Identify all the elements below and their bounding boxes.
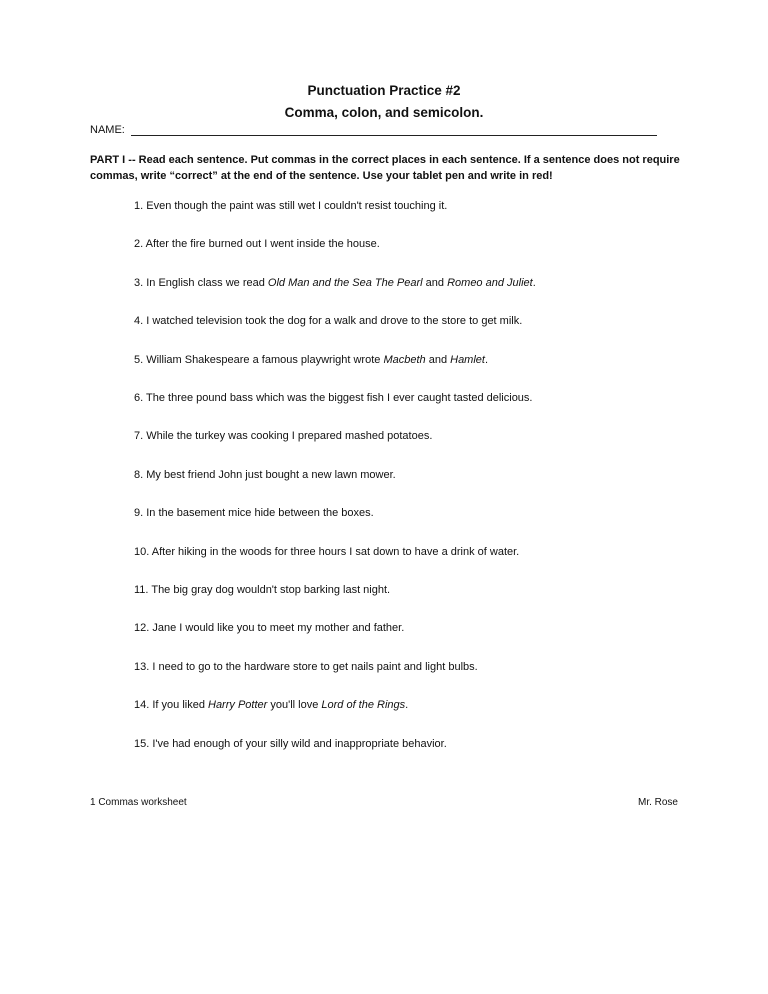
question-number: 12. <box>134 622 153 635</box>
question-text: I need to go to the hardware store to get nails paint and light bulbs. <box>152 660 478 673</box>
question-text: I watched television took the dog for a walk and drove to the store to get milk. <box>146 315 523 328</box>
question-text: After hiking in the woods for three hours I sat down to have a drink of water. <box>151 545 520 558</box>
question-number: 11. <box>134 584 152 596</box>
question-title-text: Romeo and Juliet <box>447 276 533 289</box>
question-number: 14. <box>134 699 153 712</box>
question-number: 7. <box>134 430 147 443</box>
question-number: 6. <box>134 392 147 404</box>
question-text: My best friend John just bought a new lawn mower. <box>146 468 396 481</box>
question-item <box>134 622 404 634</box>
question-text: you'll love <box>267 699 322 712</box>
question-item <box>134 469 396 481</box>
question-title-text: Harry Potter <box>208 699 268 712</box>
question-text: . <box>532 276 536 289</box>
question-number: 2. <box>134 238 146 251</box>
question-text: and <box>425 353 451 366</box>
question-item <box>134 507 374 519</box>
question-number: 13. <box>134 660 153 673</box>
instructions: PART I -- Read each sentence. Put commas in the correct places in each sentence. If a sentence does not require commas, write “correct” at the end of the sentence. Use your tablet pen and write in red! <box>90 154 680 182</box>
name-field[interactable] <box>131 123 657 136</box>
question-item <box>134 392 532 404</box>
question-item <box>134 584 390 596</box>
question-number: 10. <box>134 545 152 558</box>
question-text: Even though the paint was still wet I couldn't resist touching it. <box>146 200 448 212</box>
question-number: 4. <box>134 315 147 328</box>
question-title-text: Hamlet <box>450 353 485 366</box>
question-item <box>134 354 488 366</box>
question-item <box>134 738 447 750</box>
question-item <box>134 546 519 558</box>
question-number: 5. <box>134 353 147 366</box>
question-title-text: Old Man and the Sea The Pearl <box>267 276 423 289</box>
question-text: If you liked <box>152 699 208 712</box>
question-text: and <box>422 276 448 289</box>
question-text: While the turkey was cooking I prepared mashed potatoes. <box>146 430 433 443</box>
question-item <box>134 430 432 442</box>
question-text: William Shakespeare a famous playwright wrote <box>146 353 384 366</box>
footer-left: 1 Commas worksheet <box>90 797 187 808</box>
question-title-text: Macbeth <box>383 353 426 366</box>
question-text: In English class we read <box>146 276 268 289</box>
question-text: I've had enough of your silly wild and inappropriate behavior. <box>152 737 447 750</box>
question-number: 3. <box>134 276 147 289</box>
footer-right: Mr. Rose <box>637 797 678 808</box>
question-number: 9. <box>134 507 147 520</box>
question-item <box>134 661 478 673</box>
name-label: NAME: <box>90 124 125 136</box>
question-number: 15. <box>134 737 153 750</box>
question-number: 1. <box>134 200 147 212</box>
page-subtitle: Comma, colon, and semicolon. <box>284 105 484 120</box>
question-text: . <box>484 353 489 366</box>
question-item <box>134 277 536 289</box>
question-item <box>134 315 522 327</box>
question-number: 8. <box>134 468 147 481</box>
question-item <box>134 238 380 250</box>
question-text: The three pound bass which was the biggest fish I ever caught tasted delicious. <box>146 392 533 404</box>
question-text: In the basement mice hide between the boxes. <box>146 507 374 520</box>
name-row <box>90 123 657 136</box>
question-item <box>134 699 408 711</box>
page-title: Punctuation Practice #2 <box>307 83 461 98</box>
question-item <box>134 200 447 212</box>
question-text: . <box>405 699 409 712</box>
question-text: After the fire burned out I went inside the house. <box>145 238 380 251</box>
question-text: Jane I would like you to meet my mother and father. <box>152 622 405 635</box>
question-title-text: Lord of the Rings <box>321 699 406 712</box>
question-text: The big gray dog wouldn't stop barking last night. <box>151 584 391 596</box>
